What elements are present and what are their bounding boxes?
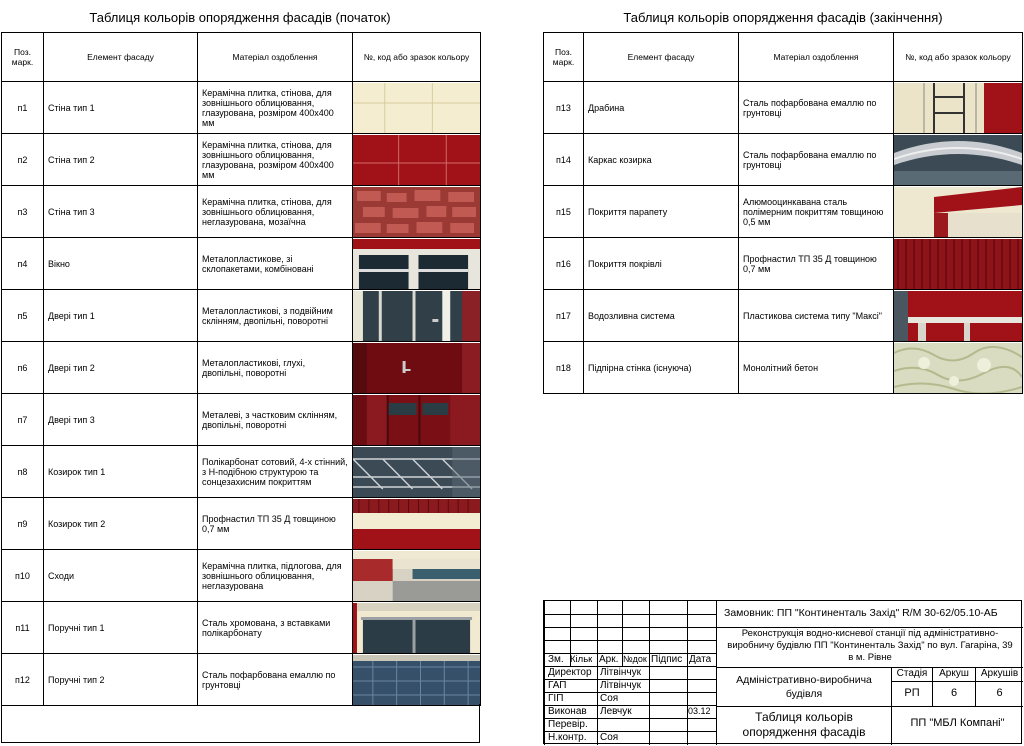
color-swatch <box>894 186 1023 238</box>
color-swatch <box>353 498 481 550</box>
sheet-title: Таблиця кольорів опорядження фасадів <box>742 710 866 739</box>
sheet-value: 6 <box>950 687 958 699</box>
color-swatch <box>894 290 1023 342</box>
role-gip: ГІП <box>548 693 564 704</box>
finish-material: Пластикова система типу "Максі" <box>739 290 894 342</box>
color-swatch-image <box>894 187 1022 237</box>
position-mark: п18 <box>544 342 584 394</box>
color-swatch <box>353 446 481 498</box>
facade-element: Двері тип 2 <box>44 342 198 394</box>
color-swatch-image <box>353 447 480 497</box>
position-mark: п6 <box>2 342 44 394</box>
finish-material: Керамічна плитка, стінова, для зовнішнього облицювання, неглазурована, мозаїчна <box>198 186 353 238</box>
table-row <box>2 602 481 654</box>
facade-element: Покриття покрівлі <box>584 238 739 290</box>
role-director: Директор <box>548 667 592 678</box>
finish-material: Алюмооцинкавана сталь полімерним покриттям товщиною 0,5 мм <box>739 186 894 238</box>
sheet-header: Аркуш <box>939 668 969 679</box>
col-header-ndok: №док <box>623 654 647 664</box>
table-row <box>544 186 1023 238</box>
facade-element: Покриття парапету <box>584 186 739 238</box>
left-table-title: Таблиця кольорів опорядження фасадів (початок) <box>89 10 391 25</box>
color-swatch <box>353 342 481 394</box>
finish-material: Сталь пофарбована емаллю по грунтовці <box>198 654 353 706</box>
position-mark: п16 <box>544 238 584 290</box>
facade-element: Драбина <box>584 82 739 134</box>
facade-element: Поручні тип 1 <box>44 602 198 654</box>
finish-material: Сталь пофарбована емаллю по грунтовці <box>739 82 894 134</box>
table-row <box>2 134 481 186</box>
position-mark: п10 <box>2 550 44 602</box>
position-mark: п2 <box>2 134 44 186</box>
facade-element: Двері тип 3 <box>44 394 198 446</box>
table-row <box>544 134 1023 186</box>
facade-element: Двері тип 1 <box>44 290 198 342</box>
facade-element: Каркас козирка <box>584 134 739 186</box>
header-position: Поз. марк. <box>2 33 44 82</box>
facade-element: Стіна тип 3 <box>44 186 198 238</box>
table-row <box>544 82 1023 134</box>
position-mark: п15 <box>544 186 584 238</box>
position-mark: п8 <box>2 446 44 498</box>
finish-material: Металеві, з частковим склінням, двопільні, поворотні <box>198 394 353 446</box>
table-row <box>2 394 481 446</box>
color-swatch <box>894 134 1023 186</box>
color-swatch <box>894 238 1023 290</box>
position-mark: п14 <box>544 134 584 186</box>
color-swatch-image <box>353 135 480 185</box>
color-swatch-image <box>353 551 480 601</box>
name-nkontr: Соя <box>600 732 619 743</box>
position-mark: п7 <box>2 394 44 446</box>
table-row <box>544 342 1023 394</box>
finish-material: Керамічна плитка, стінова, для зовнішнього облицювання, глазурована, розміром 400х400 мм <box>198 82 353 134</box>
table-row <box>2 290 481 342</box>
position-mark: п4 <box>2 238 44 290</box>
position-mark: п9 <box>2 498 44 550</box>
facade-element: Сходи <box>44 550 198 602</box>
col-header-zm: Зм. <box>548 654 564 665</box>
stage-header: Стадія <box>896 668 928 679</box>
finish-material: Сталь пофарбована емаллю по грунтовці <box>739 134 894 186</box>
sheets-value: 6 <box>996 687 1003 699</box>
table-row <box>2 186 481 238</box>
date-vykonav: 03.12 <box>688 706 711 716</box>
finish-material: Сталь хромована, з вставками полікарбонату <box>198 602 353 654</box>
color-swatch <box>894 82 1023 134</box>
table-row <box>2 654 481 706</box>
facade-element: Водозливна система <box>584 290 739 342</box>
color-swatch-image <box>353 395 480 445</box>
color-swatch <box>353 82 481 134</box>
position-mark: п3 <box>2 186 44 238</box>
color-swatch-image <box>894 291 1022 341</box>
position-mark: п5 <box>2 290 44 342</box>
left-table-bottom-blank <box>1 704 480 743</box>
col-header-kilk: Кільк <box>570 654 593 665</box>
table-row <box>2 342 481 394</box>
finish-material: Керамічна плитка, підлогова, для зовнішнього облицювання, неглазурована <box>198 550 353 602</box>
finish-material: Профнастил ТП 35 Д товщиною 0,7 мм <box>739 238 894 290</box>
color-swatch-image <box>353 83 480 133</box>
color-swatch-image <box>353 603 480 653</box>
col-header-data: Дата <box>689 654 712 665</box>
facade-element: Підпірна стінка (існуюча) <box>584 342 739 394</box>
facade-element: Стіна тип 2 <box>44 134 198 186</box>
header-color: №, код або зразок кольору <box>894 33 1023 82</box>
color-swatch-image <box>353 239 480 289</box>
color-swatch <box>353 602 481 654</box>
facade-element: Стіна тип 1 <box>44 82 198 134</box>
table-row <box>2 446 481 498</box>
finish-material: Металопластикові, глухі, двопільні, поворотні <box>198 342 353 394</box>
color-swatch-image <box>894 83 1022 133</box>
table-row <box>544 238 1023 290</box>
table-row <box>2 82 481 134</box>
position-mark: п12 <box>2 654 44 706</box>
header-color: №, код або зразок кольору <box>353 33 481 82</box>
col-header-pidpys: Підпис <box>651 654 683 665</box>
finish-material: Профнастил ТП 35 Д товщиною 0,7 мм <box>198 498 353 550</box>
customer-line: Замовник: ПП "Континенталь Захід" R/M 30-62/05.10-АБ <box>724 607 998 619</box>
col-header-ark: Арк. <box>599 654 619 665</box>
finish-material: Металопластикове, зі склопакетами, комбіновані <box>198 238 353 290</box>
table-row <box>2 498 481 550</box>
position-mark: п1 <box>2 82 44 134</box>
finish-material: Полікарбонат сотовий, 4-х стінний, з Н-подібною структурою та сонцезахисним покриттям <box>198 446 353 498</box>
name-director: Літвінчук <box>600 667 642 678</box>
finish-material: Монолітний бетон <box>739 342 894 394</box>
table-row <box>2 238 481 290</box>
left-color-table <box>1 32 481 706</box>
color-swatch-image <box>353 343 480 393</box>
role-perevir: Перевір. <box>548 719 588 730</box>
name-gip: Соя <box>600 693 619 704</box>
header-position: Поз. марк. <box>544 33 584 82</box>
right-color-table <box>543 32 1023 394</box>
color-swatch <box>353 550 481 602</box>
title-block <box>543 600 1022 744</box>
color-swatch <box>353 394 481 446</box>
color-swatch-image <box>353 655 480 705</box>
color-swatch-image <box>894 135 1022 185</box>
table-row <box>2 550 481 602</box>
name-vykonav: Левчук <box>600 706 632 717</box>
project-description: Реконструкція водно-кисневої станції під адміністративно-виробничу будівлю ПП "Континенталь Захід" по вул. Гагаріна, 39 в м. Рівне <box>727 628 1013 663</box>
header-material: Матеріал оздоблення <box>198 33 353 82</box>
color-swatch <box>353 238 481 290</box>
color-swatch <box>353 186 481 238</box>
role-gap: ГАП <box>548 680 567 691</box>
header-element: Елемент фасаду <box>584 33 739 82</box>
role-nkontr: Н.контр. <box>548 732 587 743</box>
facade-element: Козирок тип 2 <box>44 498 198 550</box>
name-gap: Літвінчук <box>600 680 642 691</box>
facade-element: Вікно <box>44 238 198 290</box>
facade-element: Козирок тип 1 <box>44 446 198 498</box>
color-swatch-image <box>894 343 1022 393</box>
color-swatch-image <box>353 291 480 341</box>
facade-element: Поручні тип 2 <box>44 654 198 706</box>
color-swatch <box>353 290 481 342</box>
color-swatch <box>353 134 481 186</box>
stage-value: РП <box>904 687 920 699</box>
role-vykonav: Виконав <box>548 706 587 717</box>
table-row <box>544 290 1023 342</box>
color-swatch-image <box>894 239 1022 289</box>
right-table-title: Таблиця кольорів опорядження фасадів (закінчення) <box>623 10 943 25</box>
sheets-header: Аркушів <box>980 668 1019 679</box>
position-mark: п17 <box>544 290 584 342</box>
position-mark: п13 <box>544 82 584 134</box>
position-mark: п11 <box>2 602 44 654</box>
finish-material: Керамічна плитка, стінова, для зовнішнього облицювання, глазурована, розміром 400х400 мм <box>198 134 353 186</box>
building-name: Адміністративно-виробнича будівля <box>736 674 872 700</box>
header-element: Елемент фасаду <box>44 33 198 82</box>
header-material: Матеріал оздоблення <box>739 33 894 82</box>
company-name: ПП "МБЛ Компані" <box>910 717 1005 729</box>
color-swatch-image <box>353 499 480 549</box>
color-swatch <box>894 342 1023 394</box>
color-swatch <box>353 654 481 706</box>
finish-material: Металопластикові, з подвійним склінням, двопільні, поворотні <box>198 290 353 342</box>
color-swatch-image <box>353 187 480 237</box>
